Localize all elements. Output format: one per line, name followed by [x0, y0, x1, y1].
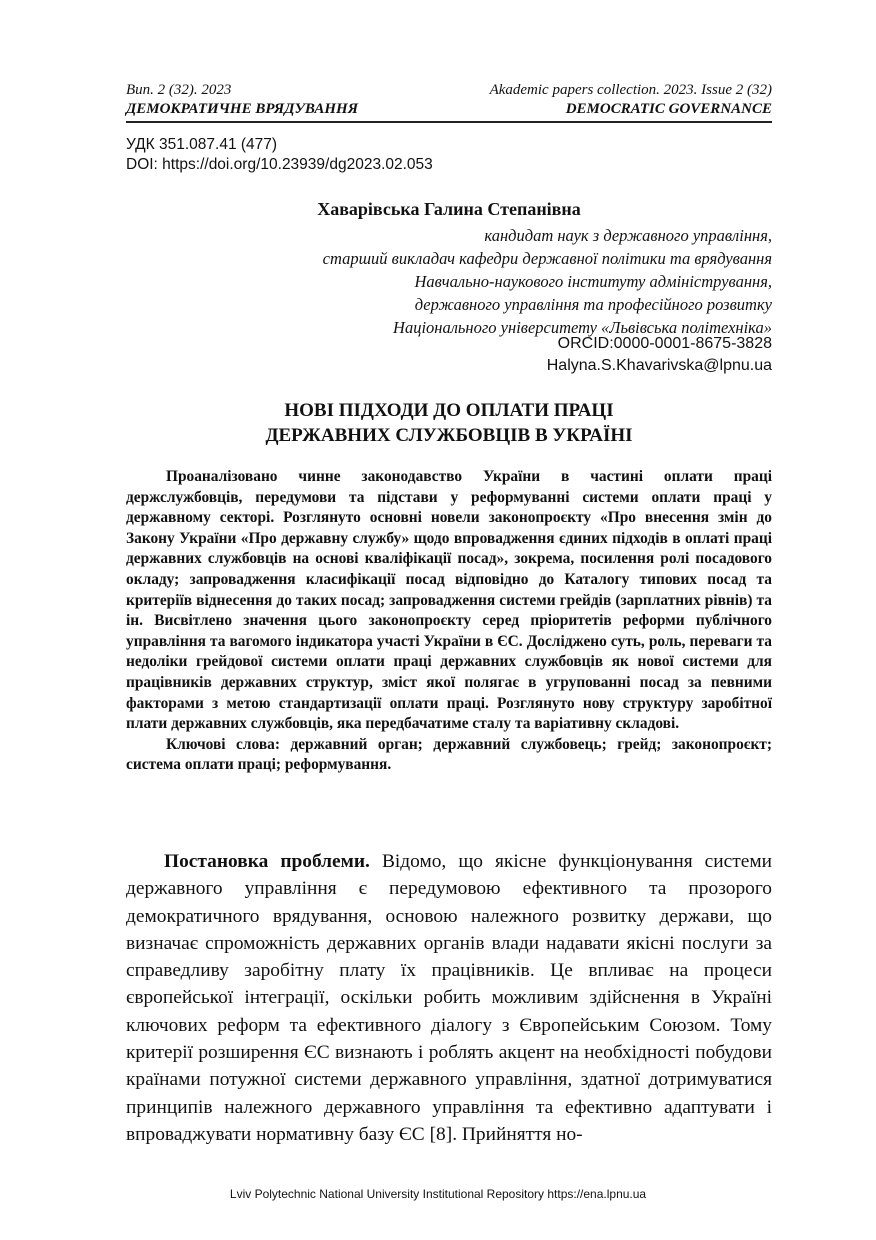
affiliation-line: кандидат наук з державного управління, [484, 226, 772, 245]
author-name: Хаварівська Галина Степанівна [317, 199, 581, 219]
section-lead: Постановка проблеми. [164, 851, 370, 872]
keywords: Ключові слова: державний орган; державний службовець; грейд; законопроєкт; система оплати праці; реформування. [126, 735, 772, 774]
repository-footer: Lviv Polytechnic National University Institutional Repository https://ena.lpnu.ua [229, 1187, 647, 1201]
affiliation-line: Національного університету «Львівська політехніка» [393, 318, 772, 337]
running-header [126, 81, 772, 119]
orcid-id[interactable]: ORCID:0000-0001-8675-3828 [557, 335, 772, 352]
body-text [126, 848, 772, 1148]
title-line: НОВІ ПІДХОДИ ДО ОПЛАТИ ПРАЦІ [284, 400, 614, 421]
header-issue-ua: Вип. 2 (32). 2023 [126, 82, 232, 98]
abstract [126, 467, 772, 776]
article-title [126, 398, 772, 448]
title-line: ДЕРЖАВНИХ СЛУЖБОВЦІВ В УКРАЇНІ [265, 425, 633, 446]
author-affiliation [172, 224, 772, 339]
header-divider [126, 121, 772, 123]
doi-link[interactable]: DOI: https://doi.org/10.23939/dg2023.02.053 [126, 156, 433, 173]
abstract-text: Проаналізовано чинне законодавство України в частині оплати праці держслужбовців, передумови та підстави у реформуванні системи оплати праці у державному секторі. Розглянуто основні новели законопроєкту «Про внесення змін до Закону України «Про державну службу» щодо впровадження єдиних підходів в оплаті праці державних службовців на основі кваліфікації посад», зокрема, посилення ролі посадового окладу; запровадження класифікації посад відповідно до Каталогу типових посад та критеріїв віднесення до таких посад; запровадження системи грейдів (зарплатних рівнів) та ін. Висвітлено значення цього законопроєкту серед пріоритетів реформи публічного управління та вагомого індикатора участі України в ЄС. Досліджено суть, роль, переваги та недоліки грейдової системи оплати праці державних службовців як нової системи для працівників державних структур, зміст якої полягає в угрупованні посад за певними факторами з метою стандартизації оплати праці. Розглянуто нову структуру заробітної плати державних службовців, яка передбачатиме сталу та варіативну складові. [126, 468, 772, 733]
header-issue-en: Akademic papers collection. 2023. Issue 2 (32) [489, 82, 772, 98]
affiliation-line: Навчально-наукового інституту адміністрування, [414, 272, 772, 291]
author-email[interactable]: Halyna.S.Khavarivska@lpnu.ua [546, 357, 772, 374]
paragraph-text: Відомо, що якісне функціонування системи державного управління є передумовою ефективного та прозорого демократичного врядування, основою належного розвитку держави, що визначає спроможність державних органів влади надавати якісні послуги за справедливу заробітну плату їх працівників. Це впливає на процеси європейської інтеграції, оскільки робить можливим здійснення в Україні ключових реформ та ефективного діалогу з Європейським Союзом. Тому критерії розширення ЄС визнають і роблять акцент на необхідності побудови країнами потужної системи державного управління, здатної дотримуватися принципів належного державного управління та ефективно адаптувати і впроваджувати нормативну базу ЄС [8]. Прийняття но- [126, 851, 772, 1145]
body-paragraph [126, 848, 772, 1148]
header-journal-en: DEMOCRATIC GOVERNANCE [565, 101, 772, 117]
header-journal-ua: ДЕМОКРАТИЧНЕ ВРЯДУВАННЯ [126, 101, 359, 117]
affiliation-line: старший викладач кафедри державної політики та врядування [322, 249, 772, 268]
affiliation-line: державного управління та професійного розвитку [414, 295, 772, 314]
udc-code: УДК 351.087.41 (477) [126, 136, 278, 153]
author-contacts [547, 333, 772, 377]
article-identifiers [126, 135, 433, 175]
